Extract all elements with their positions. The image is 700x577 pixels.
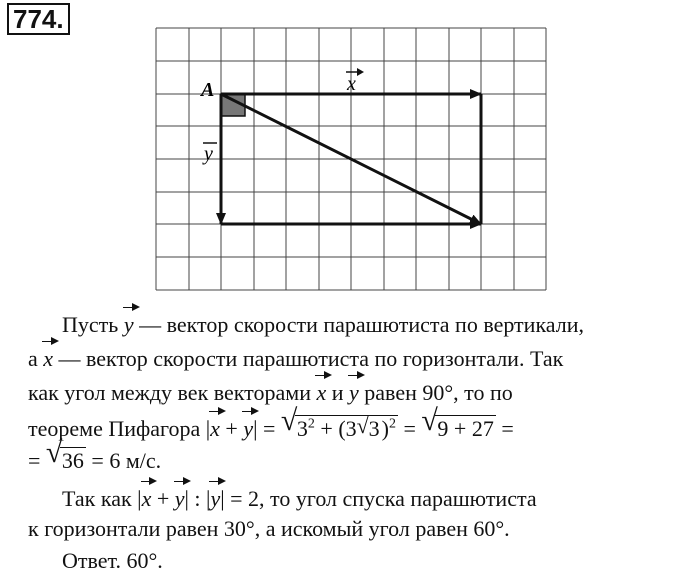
text-line-5: = √ 36 = 6 м/с.	[28, 445, 161, 477]
vector-y-label	[202, 143, 217, 165]
sqrt-expression-3: √ 36	[45, 436, 84, 473]
text-line-6: Так как |x + y| : |y| = 2, то угол спуска парашютиста	[62, 479, 537, 515]
text-line-2: а x — вектор скорости парашютиста по горизонтали. Так	[28, 339, 563, 375]
text-line-7: к горизонтали равен 30°, а искомый угол равен 60°.	[28, 516, 510, 541]
sqrt-expression-1: √ $3^2 + (3$ √ 3)$^2$	[280, 404, 396, 441]
vector-y-letter: y	[204, 143, 213, 165]
answer-line: Ответ. 60°.	[62, 548, 163, 573]
problem-number: 774.	[7, 3, 70, 35]
vector-x-label	[346, 68, 364, 95]
vector-x-letter: x	[347, 73, 356, 95]
text-line-1: Пусть y — вектор скорости парашютиста по вертикали,	[62, 305, 584, 341]
sqrt-expression-2: √ 9 + 27	[421, 404, 494, 441]
point-a-label: A	[201, 79, 215, 101]
text-line-3: как угол между век векторами x и y равен 90°, то по	[28, 373, 513, 409]
text-line-4: теореме Пифагора |x + y| = √ $3^2 + (3$ √ 3)$^2$ = √ 9 + 27 =	[28, 409, 514, 445]
